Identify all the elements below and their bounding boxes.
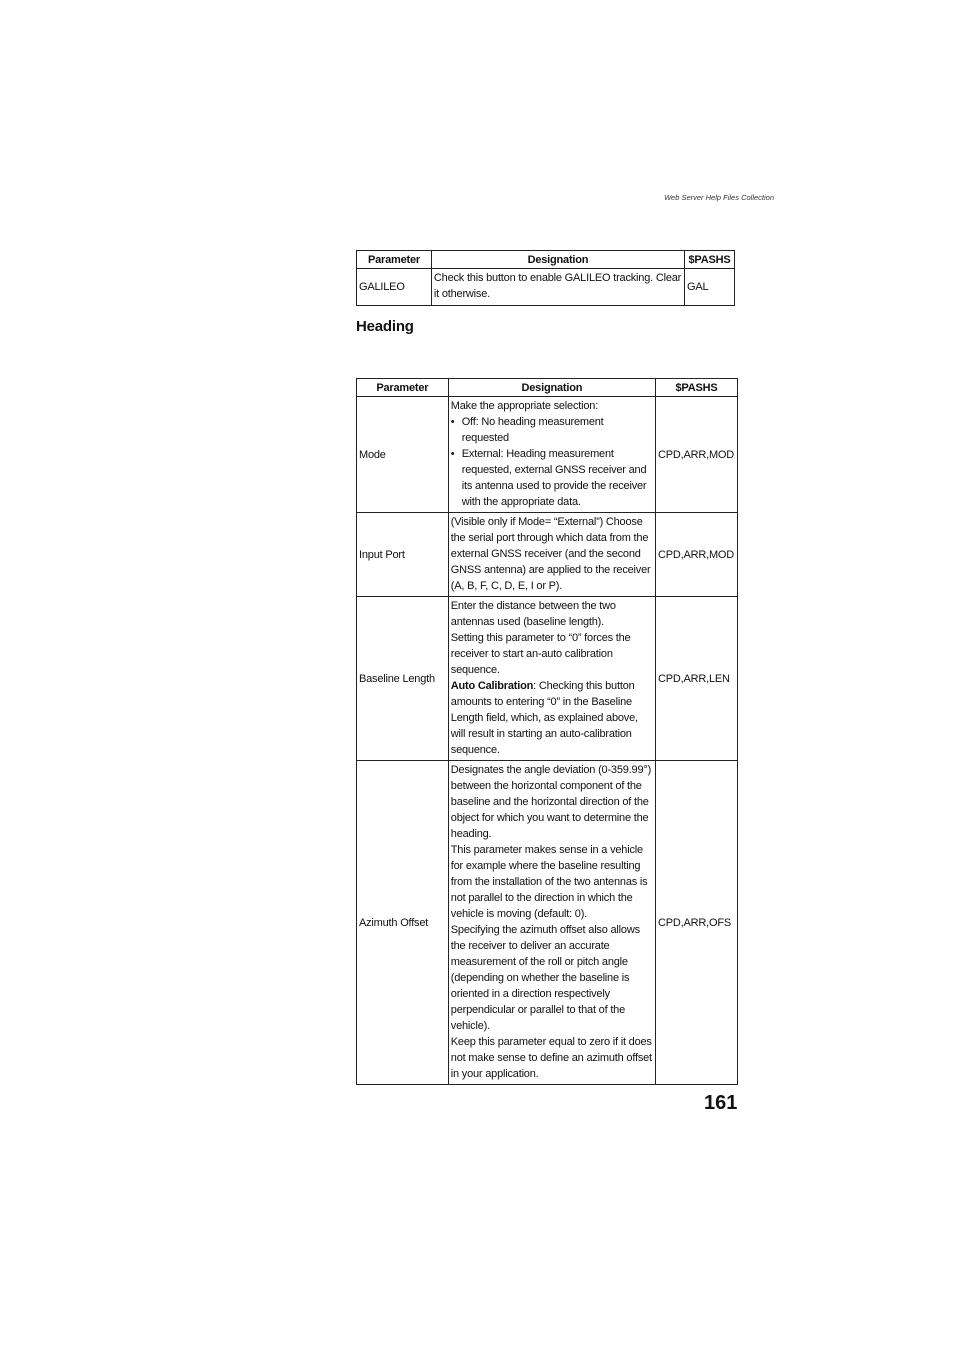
header-designation: Designation bbox=[448, 379, 655, 397]
page-number: 161 bbox=[704, 1092, 738, 1114]
designation-cell: Check this button to enable GALILEO tracking. Clear it otherwise. bbox=[431, 269, 684, 306]
parameter-cell: Azimuth Offset bbox=[357, 761, 449, 1085]
header-pashs: $PASHS bbox=[656, 379, 738, 397]
designation-cell: (Visible only if Mode= “External”) Choose the serial port through which data from the external GNSS receiver (and the second GNSS antenna) are applied to the receiver (A, B, F, C, D, E, I or P). bbox=[448, 513, 655, 597]
pashs-cell: CPD,ARR,OFS bbox=[656, 761, 738, 1085]
pashs-cell: GAL bbox=[685, 269, 735, 306]
table-row-mode bbox=[357, 397, 738, 513]
designation-cell bbox=[448, 597, 655, 761]
parameter-cell: Mode bbox=[357, 397, 449, 513]
parameter-cell: Input Port bbox=[357, 513, 449, 597]
designation-intro: Make the appropriate selection: bbox=[450, 400, 599, 412]
header-pashs: $PASHS bbox=[685, 251, 735, 269]
option-list bbox=[451, 414, 653, 510]
designation-paragraph bbox=[451, 678, 653, 758]
table-row-baseline-length bbox=[357, 597, 738, 761]
running-header: Web Server Help Files Collection bbox=[664, 193, 774, 202]
table-row bbox=[357, 269, 735, 306]
designation-cell bbox=[448, 761, 655, 1085]
pashs-cell: CPD,ARR,MOD bbox=[656, 397, 738, 513]
parameter-cell: Baseline Length bbox=[357, 597, 449, 761]
auto-calibration-text: : Checking this button amounts to entering “0” in the Baseline Length field, which, as explained above, will result in starting an auto-calibration sequence. bbox=[450, 680, 638, 756]
list-item: • Off: No heading measurement requested bbox=[462, 414, 653, 446]
designation-paragraph: Specifying the azimuth offset also allows the receiver to deliver an accurate measurement of the roll or pitch angle (depending on whether the baseline is oriented in a direction respectively perpendicular or parallel to that of the vehicle). bbox=[450, 924, 640, 1032]
header-parameter: Parameter bbox=[357, 251, 432, 269]
designation-paragraph: This parameter makes sense in a vehicle for example where the baseline resulting from the installation of the two antennas is not parallel to the direction in which the vehicle is moving (default: 0). bbox=[450, 844, 648, 920]
table-row-azimuth-offset bbox=[357, 761, 738, 1085]
designation-cell bbox=[448, 397, 655, 513]
designation-paragraph: Enter the distance between the two antennas used (baseline length). bbox=[450, 600, 616, 628]
parameter-cell: GALILEO bbox=[357, 269, 432, 306]
heading-table bbox=[356, 378, 738, 1085]
header-designation: Designation bbox=[431, 251, 684, 269]
designation-paragraph: Designates the angle deviation (0-359.99°) between the horizontal component of the baseline and the horizontal direction of the object for which you want to determine the heading. bbox=[450, 764, 652, 840]
table-header-row bbox=[357, 251, 735, 269]
designation-paragraph: Keep this parameter equal to zero if it does not make sense to define an azimuth offset in your application. bbox=[450, 1036, 652, 1080]
designation-paragraph: Setting this parameter to “0” forces the receiver to start an-auto calibration sequence. bbox=[450, 632, 631, 676]
auto-calibration-term: Auto Calibration bbox=[450, 680, 534, 692]
list-item: • External: Heading measurement requested, external GNSS receiver and its antenna used to provide the receiver with the appropriate data. bbox=[462, 446, 653, 510]
pashs-cell: CPD,ARR,MOD bbox=[656, 513, 738, 597]
galileo-table bbox=[356, 250, 735, 306]
table-header-row bbox=[357, 379, 738, 397]
section-heading: Heading bbox=[356, 318, 414, 335]
header-parameter: Parameter bbox=[357, 379, 449, 397]
table-row-input-port bbox=[357, 513, 738, 597]
pashs-cell: CPD,ARR,LEN bbox=[656, 597, 738, 761]
